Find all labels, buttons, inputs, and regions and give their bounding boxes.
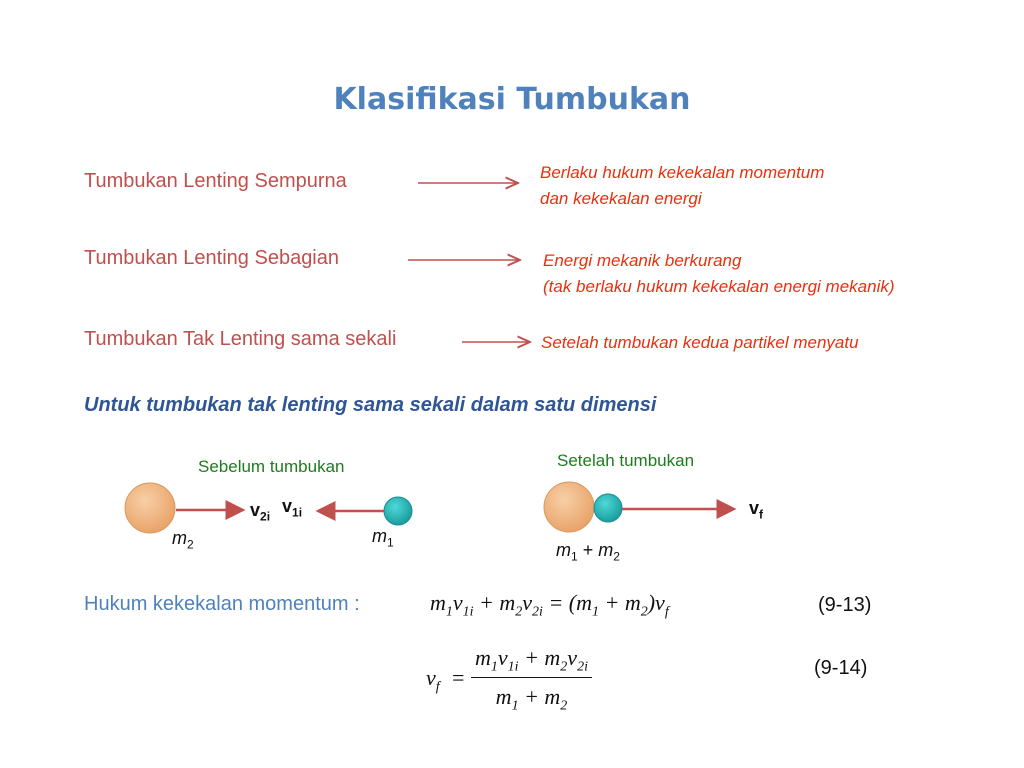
desc-line: dan kekekalan energi (540, 189, 702, 208)
equation-9-14: $v_f$ = $\frac{m_1v_{1i} + m_2v_{2i}}{m_1 + m_2}$ (426, 645, 592, 715)
equation-number-9-13: (9-13) (818, 594, 872, 616)
type-lenting-sempurna: Tumbukan Lenting Sempurna (84, 170, 347, 192)
equation-number-9-14: (9-14) (814, 657, 868, 679)
desc-lenting-sempurna (540, 160, 824, 212)
law-label: Hukum kekekalan momentum : (84, 593, 360, 615)
desc-lenting-sebagian (543, 248, 895, 300)
desc-line: (tak berlaku hukum kekekalan energi mekanik) (543, 277, 895, 296)
page-title: Klasifikasi Tumbukan (333, 82, 691, 117)
label-m2-before: $m_2$ (172, 528, 194, 552)
caption-before: Sebelum tumbukan (198, 457, 345, 476)
label-vf: $v_f$ (749, 498, 764, 522)
label-m1-plus-m2: $m_1 + m_2$ (556, 540, 620, 564)
label-v2i: $v_{2i}$ (250, 500, 271, 524)
desc-tak-lenting: Setelah tumbukan kedua partikel menyatu (541, 333, 859, 352)
desc-line: Energi mekanik berkurang (543, 251, 742, 270)
ball-m2-after (544, 482, 594, 532)
type-tak-lenting: Tumbukan Tak Lenting sama sekali (84, 328, 397, 350)
ball-m1-after (594, 494, 622, 522)
ball-m1-before (384, 497, 412, 525)
ball-m2-before (125, 483, 175, 533)
label-m1-before: $m_1$ (372, 526, 394, 550)
section-subtitle: Untuk tumbukan tak lenting sama sekali dalam satu dimensi (84, 394, 657, 416)
type-lenting-sebagian: Tumbukan Lenting Sebagian (84, 247, 339, 269)
caption-after: Setelah tumbukan (557, 451, 695, 470)
label-v1i: $v_{1i}$ (282, 496, 303, 520)
desc-line: Berlaku hukum kekekalan momentum (540, 163, 825, 182)
equation-9-13: $m_1v_{1i} + m_2v_{2i} = (m_1 + m_2)v_f$ (430, 590, 669, 620)
